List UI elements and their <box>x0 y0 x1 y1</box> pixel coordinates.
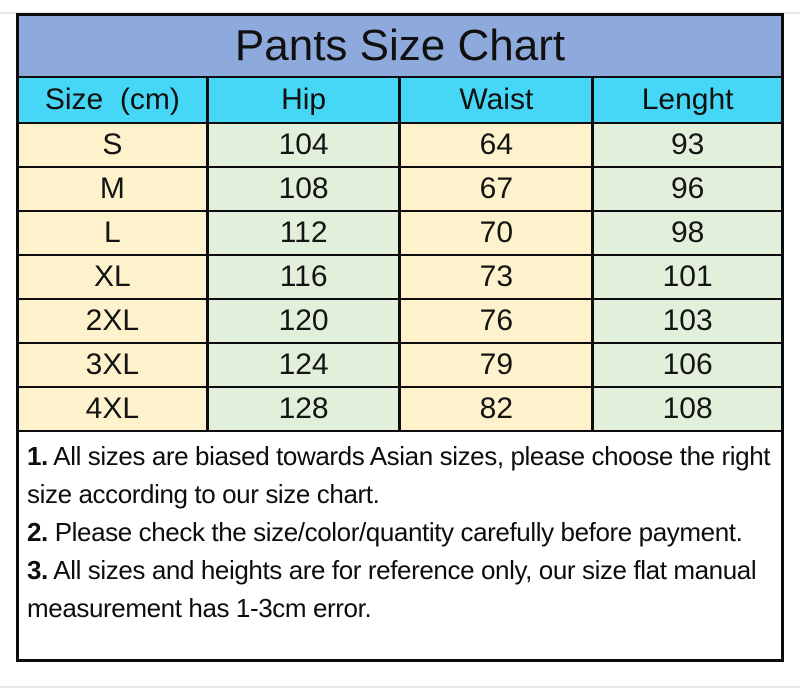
page-title: Pants Size Chart <box>18 15 783 77</box>
value-cell: 70 <box>400 211 593 255</box>
value-cell: 104 <box>207 123 400 167</box>
note-text: All sizes are biased towards Asian sizes, please choose the right size according to our size chart. <box>27 440 771 509</box>
value-cell: 124 <box>207 343 400 387</box>
value-cell: 103 <box>593 299 783 343</box>
table-row <box>18 123 783 167</box>
value-cell: 82 <box>400 387 593 431</box>
notes-section <box>18 431 783 661</box>
value-cell: 120 <box>207 299 400 343</box>
table-row <box>18 167 783 211</box>
header-cell-hip: Hip <box>207 77 400 123</box>
size-cell: 4XL <box>18 387 208 431</box>
note-text: Please check the size/color/quantity carefully before payment. <box>47 516 743 547</box>
size-table-body <box>18 123 783 431</box>
size-cell: 3XL <box>18 343 208 387</box>
header-cell-length: Lenght <box>593 77 783 123</box>
value-cell: 112 <box>207 211 400 255</box>
header-cell-waist: Waist <box>400 77 593 123</box>
size-cell: XL <box>18 255 208 299</box>
note-item <box>27 437 773 513</box>
value-cell: 101 <box>593 255 783 299</box>
table-row <box>18 299 783 343</box>
value-cell: 76 <box>400 299 593 343</box>
notes-row <box>18 431 783 661</box>
value-cell: 106 <box>593 343 783 387</box>
value-cell: 73 <box>400 255 593 299</box>
value-cell: 108 <box>593 387 783 431</box>
value-cell: 93 <box>593 123 783 167</box>
value-cell: 79 <box>400 343 593 387</box>
header-cell-size: Size (cm) <box>18 77 208 123</box>
note-number: 2. <box>27 516 48 547</box>
value-cell: 108 <box>207 167 400 211</box>
value-cell: 98 <box>593 211 783 255</box>
value-cell: 64 <box>400 123 593 167</box>
header-row <box>18 77 783 123</box>
bottom-rule-line <box>0 686 800 688</box>
table-row <box>18 343 783 387</box>
note-number: 1. <box>27 440 48 471</box>
note-item <box>27 551 773 627</box>
title-row <box>18 15 783 77</box>
note-item <box>27 513 773 551</box>
value-cell: 128 <box>207 387 400 431</box>
value-cell: 116 <box>207 255 400 299</box>
size-cell: 2XL <box>18 299 208 343</box>
table-row <box>18 255 783 299</box>
value-cell: 67 <box>400 167 593 211</box>
table-row <box>18 387 783 431</box>
table-row <box>18 211 783 255</box>
value-cell: 96 <box>593 167 783 211</box>
size-cell: L <box>18 211 208 255</box>
size-cell: M <box>18 167 208 211</box>
size-cell: S <box>18 123 208 167</box>
note-number: 3. <box>27 554 48 585</box>
size-chart-table <box>16 13 784 662</box>
note-text: All sizes and heights are for reference only, our size flat manual measurement has 1-3cm error. <box>27 554 757 623</box>
